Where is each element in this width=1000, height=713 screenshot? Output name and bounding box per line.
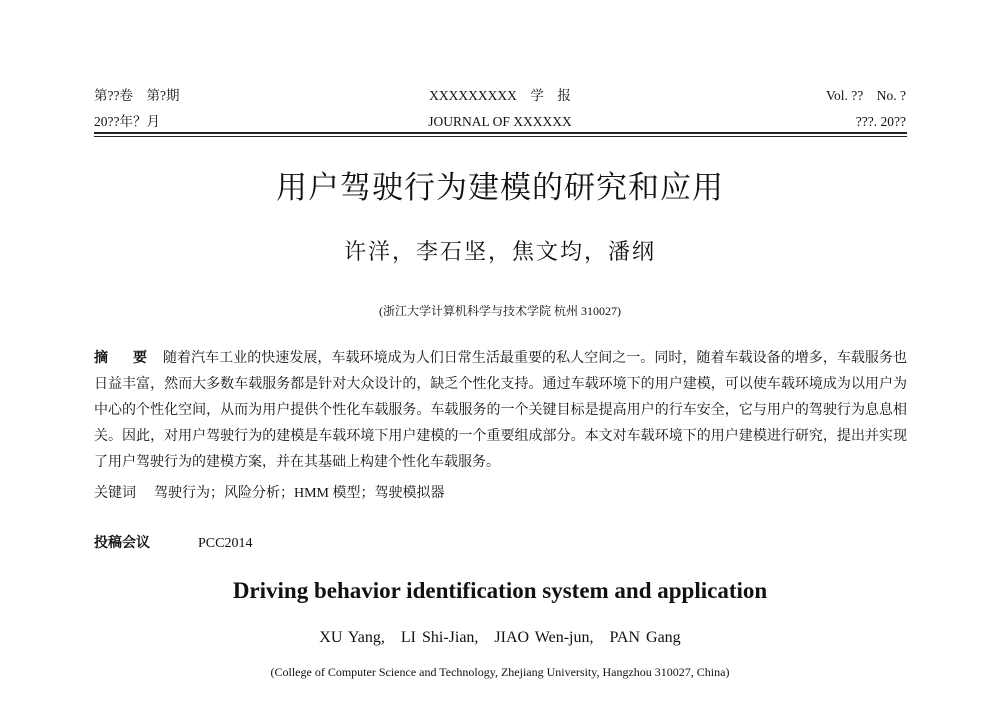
keywords-label: 关键词 <box>94 486 136 501</box>
authors-cn: 许洋，李石坚，焦文均，潘纲 <box>343 240 656 265</box>
header-volume-issue: 第??卷 第?期 <box>94 88 180 103</box>
keywords <box>94 482 445 502</box>
header-journal-en: JOURNAL OF XXXXXX <box>428 114 572 129</box>
abstract-text: 随着汽车工业的快速发展，车载环境成为人们日常生活最重要的私人空间之一。同时，随着车载设备的增多，车载服务也日益丰富，然而大多数车载服务都是针对大众设计的，缺乏个性化支持。通过车载环境下的用户建模，可以使车载环境成为以用户为中心的个性化空间，从而为用户提供个性化车载服务。车载服务的一个关键目标是提高用户的行车安全，它与用户的驾驶行为息息相关。因此，对用户驾驶行为的建模是车载环境下用户建模的一个重要组成部分。本文对车载环境下的用户建模进行研究，提出并实现了用户驾驶行为的建模方案，并在其基础上构建个性化车载服务。 <box>94 351 908 470</box>
affiliation-en: (College of Computer Science and Technology, Zhejiang University, Hangzhou 310027, China) <box>270 665 730 679</box>
abstract <box>94 345 907 476</box>
header-rule-thick <box>94 132 907 134</box>
conference <box>94 532 252 552</box>
header-date-en: ???. 20?? <box>855 114 906 129</box>
paper-title-en: Driving behavior identification system and application <box>232 578 768 603</box>
conference-value: PCC2014 <box>198 536 253 551</box>
authors-en: XU Yang, LI Shi-Jian, JIAO Wen-jun, PAN Gang <box>319 629 681 646</box>
header-journal-cn: XXXXXXXXX 学 报 <box>429 88 571 103</box>
header-rule-thin <box>94 136 907 137</box>
conference-label: 投稿会议 <box>94 535 150 551</box>
header-date-cn: 20??年？月 <box>94 114 160 129</box>
keywords-text: 驾驶行为；风险分析；HMM 模型；驾驶模拟器 <box>154 486 445 501</box>
abstract-label: 摘 要 <box>94 350 157 366</box>
affiliation-cn: (浙江大学计算机科学与技术学院 杭州 310027) <box>379 304 621 318</box>
header-vol-no-en: Vol. ?? No. ? <box>826 88 906 103</box>
paper-title-cn: 用户驾驶行为建模的研究和应用 <box>276 170 724 206</box>
